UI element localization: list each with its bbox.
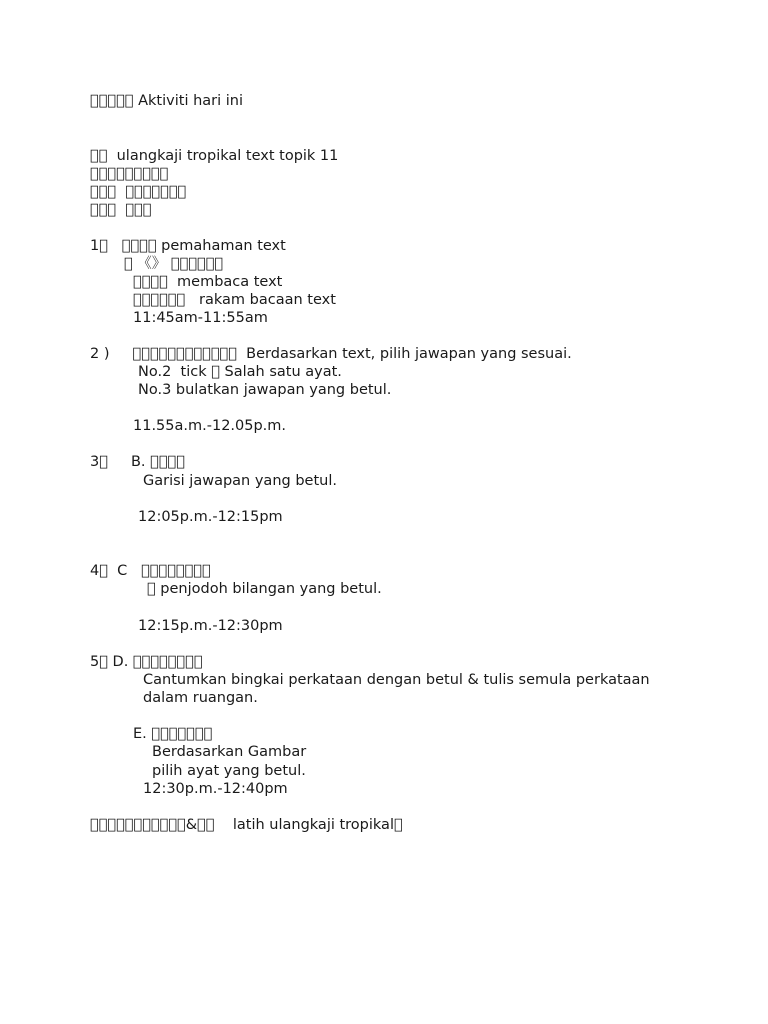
header-line-2: 􏰇􏰈􏰉􏰊􏰋􏰌􏰍􏰎􏰏: [90, 166, 169, 182]
activity-3-line: Garisi jawapan yang betul.: [143, 473, 337, 489]
activity-2-time: 11.55a.m.-12.05p.m.: [133, 418, 287, 434]
activity-5-subtitle: E. 􏱛􏱜􏱝􏱞􏱟􏱠􏱡: [133, 726, 213, 742]
activity-3-title: 3􏱃 B. 􏱄􏱅􏱆􏱇: [90, 454, 185, 470]
activity-5-title: 5􏱒 D. 􏱓􏱔􏱕􏱖􏱗􏱘􏱙􏱚: [90, 654, 203, 670]
header-line-topic: 􏰅􏰆 ulangkaji tropikal text topik 11: [90, 148, 339, 164]
activity-1-title: 1􏰠 􏰡􏰢􏰣􏰤 pemahaman text: [90, 238, 286, 254]
activity-5-line: dalam ruangan.: [143, 690, 258, 706]
activity-5-line: pilih ayat yang betul.: [152, 763, 306, 779]
header-line-4: 􏰚􏰛􏰜 􏰝􏰞􏰟: [90, 202, 152, 218]
document-heading: 􏰀􏰁􏰂􏰃􏰄 Aktiviti hari ini: [90, 93, 244, 109]
activity-2-line: No.3 bulatkan jawapan yang betul.: [138, 382, 392, 398]
activity-3-time: 12:05p.m.-12:15pm: [138, 509, 283, 525]
activity-1-time: 11:45am-11:55am: [133, 310, 268, 326]
document-footer: 􏱢􏱣􏱤􏱥􏱦􏱧􏱨􏱩􏱪􏱫􏱬&􏱭􏱮 latih ulangkaji tropikal􏱯: [90, 817, 403, 833]
activity-4-title: 4􏱈 C 􏱉􏱊􏱋􏱌􏱍􏱎􏱏􏱐: [90, 563, 211, 579]
activity-1-line: 􏰬􏰭􏰮􏰯 membaca text: [133, 274, 283, 290]
activity-1-line: 􏰰􏰱􏰲􏰳􏰴􏰵 rakam bacaan text: [133, 292, 336, 308]
activity-2-line: No.2 tick 􏱂 Salah satu ayat.: [138, 364, 342, 380]
activity-1-line: 􏰥 《》 􏰦􏰧􏰨􏰩􏰪􏰫: [124, 256, 224, 272]
activity-4-time: 12:15p.m.-12:30pm: [138, 618, 283, 634]
activity-5-line: Berdasarkan Gambar: [152, 744, 307, 760]
activity-2-title: 2 ) 􏰶􏰷􏰸􏰹􏰺􏰻􏰼􏰽􏰾􏰿􏱀􏱁 Berdasarkan text, pilih jawapan yang sesuai.: [90, 346, 572, 362]
activity-5-time: 12:30p.m.-12:40pm: [143, 781, 288, 797]
header-line-3: 􏰐􏰑􏰒 􏰓􏰔􏰕􏰖􏰗􏰘􏰙: [90, 184, 187, 200]
activity-4-line: 􏱑 penjodoh bilangan yang betul.: [147, 581, 382, 597]
activity-5-line: Cantumkan bingkai perkataan dengan betul & tulis semula perkataan: [143, 672, 650, 688]
